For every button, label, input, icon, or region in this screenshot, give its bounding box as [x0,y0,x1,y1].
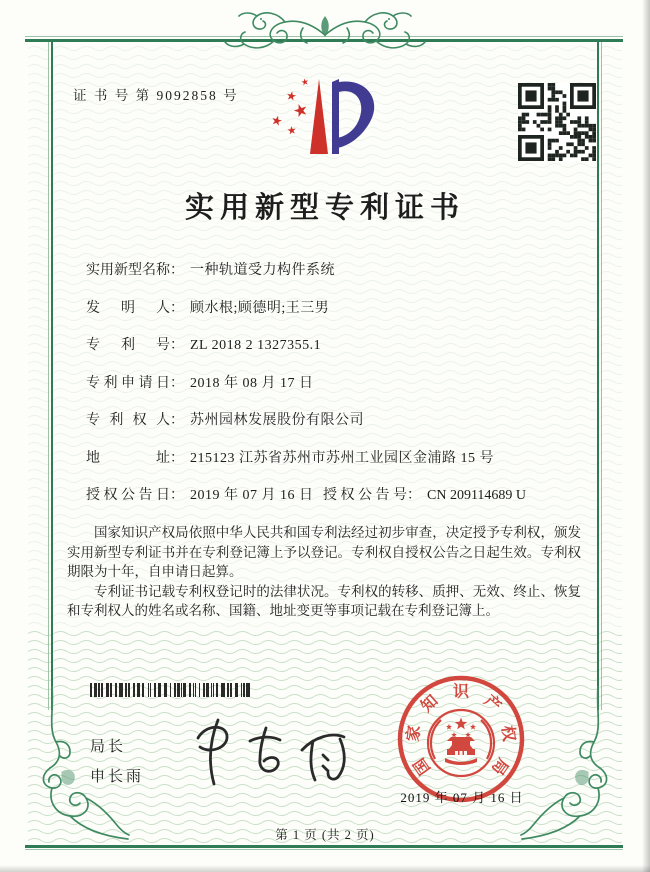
utility-model-name: 一种轨道受力构件系统 [190,263,335,278]
field-label: 实用新型名称 [86,263,170,278]
certificate-title: 实用新型专利证书 [184,192,465,224]
field-row-name [86,259,335,279]
certificate-number-value: 9092858 [156,88,218,103]
legal-text [67,523,581,621]
field-row-patentee [86,409,364,429]
qr-code [518,83,596,161]
barcode [90,683,256,697]
grant-date: 2019 年 07 月 16 日 [190,488,314,503]
svg-text:局: 局 [487,754,512,778]
official-seal [395,673,527,805]
field-row-inventor [86,297,329,317]
seal-date: 2019 年 07 月 16 日 [400,790,524,805]
signature [180,714,350,796]
field-row-grant-date [86,484,314,504]
barcode-gap [250,683,252,697]
svg-text:知: 知 [418,692,442,716]
cnipa-logo-icon [262,76,388,176]
dragon-ornament-icon [215,4,435,58]
field-row-grant-no [323,484,526,504]
star-icon: ★ [269,111,285,130]
filing-date: 2018 年 08 月 17 日 [190,376,314,391]
inventor-names: 顾水根;顾德明;王三男 [190,301,330,316]
field-label: 专利权人 [86,413,170,428]
colon: ： [170,263,184,278]
svg-text:国: 国 [410,754,435,778]
field-row-address [86,447,494,467]
legal-paragraph: 国家知识产权局依照中华人民共和国专利法经过初步审查，决定授予专利权，颁发实用新型专利证书并在专利登记簿上予以登记。专利权自授权公告之日起生效。专利权期限为十年，自申请日起算。 [67,525,581,579]
colon: ： [170,488,184,503]
field-label: 专利申请日 [86,376,170,391]
colon: ： [407,488,421,503]
left-rule [51,42,53,710]
page-number: 第 1 页 (共 2 页) [275,828,375,842]
officer-name: 申长雨 [90,769,145,785]
colon: ： [170,376,184,391]
colon: ： [170,338,184,353]
field-label: 专利号 [86,338,170,353]
right-rule-thin [601,42,602,710]
certificate-number-suffix: 号 [223,88,239,103]
field-row-filing-date [86,372,314,392]
scan-edge-shadow [0,865,650,872]
field-label: 授权公告日 [86,488,170,503]
colon: ： [170,451,184,466]
patentee-address: 215123 江苏省苏州市苏州工业园区金浦路 15 号 [190,451,494,466]
field-label: 发明人 [86,301,170,316]
left-rule-thin [48,42,49,710]
certificate-number-prefix: 证 书 号 第 [73,88,152,103]
scan-edge-shadow [642,0,650,872]
field-label: 地址 [86,451,170,466]
colon: ： [170,301,184,316]
svg-text:产: 产 [480,692,504,716]
bottom-rule-thin [25,849,623,850]
patent-number: ZL 2018 2 1327355.1 [190,338,322,353]
svg-text:家: 家 [404,724,424,743]
corner-flourish-right-icon [520,686,622,848]
field-label: 授权公告号 [323,488,407,503]
svg-text:权: 权 [498,724,518,743]
svg-text:识: 识 [452,683,470,701]
field-row-patent-no [86,334,321,354]
colon: ： [170,413,184,428]
right-rule [597,42,599,710]
star-icon: ★ [299,76,310,88]
legal-paragraph: 专利证书记载专利权登记时的法律状况。专利权的转移、质押、无效、终止、恢复和专利权人的姓名或名称、国籍、地址变更等事项记载在专利登记簿上。 [67,583,581,618]
star-icon: ★ [286,124,298,138]
grant-publication-number: CN 209114689 U [427,488,527,503]
officer-title: 局长 [90,739,127,755]
star-icon: ★ [284,88,298,104]
patentee-name: 苏州园林发展股份有限公司 [190,413,364,428]
certificate-number [73,84,239,104]
star-icon: ★ [290,99,311,122]
